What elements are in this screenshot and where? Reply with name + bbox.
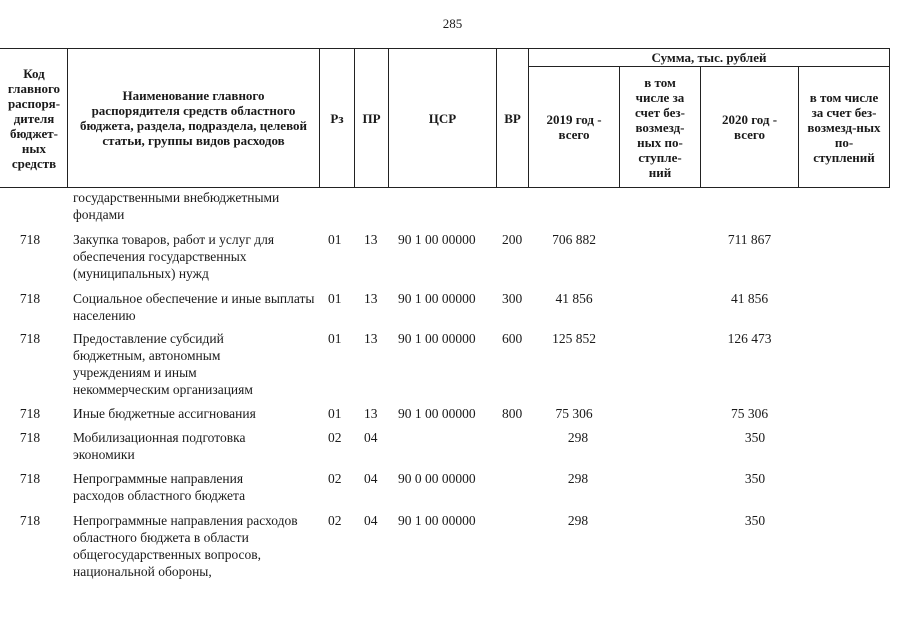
continuation-text: государственными внебюджетными фондами <box>73 190 280 222</box>
header-code <box>0 48 68 188</box>
row-name: Непрограммные направления расходов областного бюджета в области общегосударственных вопросов, национальной обороны, <box>73 513 298 579</box>
row-code: 718 <box>19 291 41 306</box>
header-2020-total-label: 2020 год - всего <box>721 112 778 142</box>
row-pr: 13 <box>364 232 378 247</box>
header-rz <box>319 48 355 188</box>
header-2019-total <box>528 66 620 188</box>
row-2019: 298 <box>567 513 589 528</box>
row-code: 718 <box>19 471 41 486</box>
row-rz: 01 <box>328 406 342 421</box>
header-2020-free-label: в том числе за счет без-возмезд-ных по-ступлений <box>807 89 881 165</box>
header-sum-group-label: Сумма, тыс. рублей <box>651 50 767 65</box>
header-csr <box>388 48 497 188</box>
row-pr: 04 <box>364 430 378 445</box>
header-name <box>67 48 320 188</box>
row-2020: 126 473 <box>727 331 772 346</box>
header-vr <box>496 48 529 188</box>
header-csr-label: ЦСР <box>428 110 457 126</box>
header-sum-group <box>528 48 890 67</box>
row-2019: 298 <box>567 430 589 445</box>
row-2019: 75 306 <box>555 406 593 421</box>
row-2019: 298 <box>567 471 589 486</box>
row-pr: 13 <box>364 331 378 346</box>
row-vr: 300 <box>502 291 523 306</box>
row-2020: 711 867 <box>727 232 772 247</box>
row-code: 718 <box>19 513 41 528</box>
row-csr: 90 1 00 00000 <box>398 513 476 528</box>
header-pr <box>354 48 389 188</box>
header-2020-total <box>700 66 799 188</box>
row-name: Иные бюджетные ассигнования <box>73 406 256 421</box>
row-rz: 02 <box>328 430 342 445</box>
row-vr: 800 <box>502 406 523 421</box>
row-2020: 75 306 <box>730 406 769 421</box>
row-2019: 41 856 <box>555 291 593 306</box>
header-pr-label: ПР <box>362 110 381 126</box>
row-pr: 13 <box>364 406 378 421</box>
page-number: 285 <box>442 16 463 31</box>
header-2020-free <box>798 66 890 188</box>
row-name: Социальное обеспечение и иные выплаты населению <box>73 291 315 323</box>
row-code: 718 <box>19 232 41 247</box>
row-pr: 04 <box>364 513 378 528</box>
row-rz: 02 <box>328 471 342 486</box>
row-csr: 90 1 00 00000 <box>398 232 476 247</box>
header-rz-label: Рз <box>330 110 344 126</box>
row-2019: 706 882 <box>552 232 596 247</box>
row-csr: 90 1 00 00000 <box>398 406 476 421</box>
header-2019-total-label: 2019 год - всего <box>546 112 602 142</box>
header-2019-free-label: в том числе за счет без-возмезд-ных по-ступле-ний <box>635 74 685 180</box>
row-rz: 01 <box>328 291 342 306</box>
row-2020: 350 <box>744 430 766 445</box>
row-rz: 01 <box>328 232 342 247</box>
header-name-label: Наименование главного распорядителя средств областного бюджета, раздела, подраздела, целевой статьи, группы видов расходов <box>80 88 307 148</box>
header-code-label: Код главного распоря-дителя бюджет-ных средств <box>7 65 61 171</box>
row-code: 718 <box>19 430 41 445</box>
row-name: Закупка товаров, работ и услуг для обеспечения государственных (муниципальных) нужд <box>73 232 275 281</box>
row-code: 718 <box>19 406 41 421</box>
row-vr: 600 <box>502 331 523 346</box>
row-rz: 01 <box>328 331 342 346</box>
row-name: Непрограммные направления расходов областного бюджета <box>73 471 246 503</box>
row-csr: 90 1 00 00000 <box>398 291 476 306</box>
header-vr-label: ВР <box>504 110 521 126</box>
row-2019: 125 852 <box>552 331 596 346</box>
row-name: Мобилизационная подготовка экономики <box>73 430 246 462</box>
row-vr: 200 <box>502 232 523 247</box>
row-pr: 04 <box>364 471 378 486</box>
row-pr: 13 <box>364 291 378 306</box>
row-name: Предоставление субсидий бюджетным, автономным учреждениям и иным некоммерческим организациям <box>73 331 253 397</box>
row-csr: 90 1 00 00000 <box>398 331 476 346</box>
row-2020: 350 <box>744 513 766 528</box>
row-csr: 90 0 00 00000 <box>398 471 476 486</box>
row-2020: 41 856 <box>730 291 769 306</box>
header-2019-free <box>619 66 701 188</box>
row-code: 718 <box>19 331 41 346</box>
row-rz: 02 <box>328 513 342 528</box>
row-2020: 350 <box>744 471 766 486</box>
